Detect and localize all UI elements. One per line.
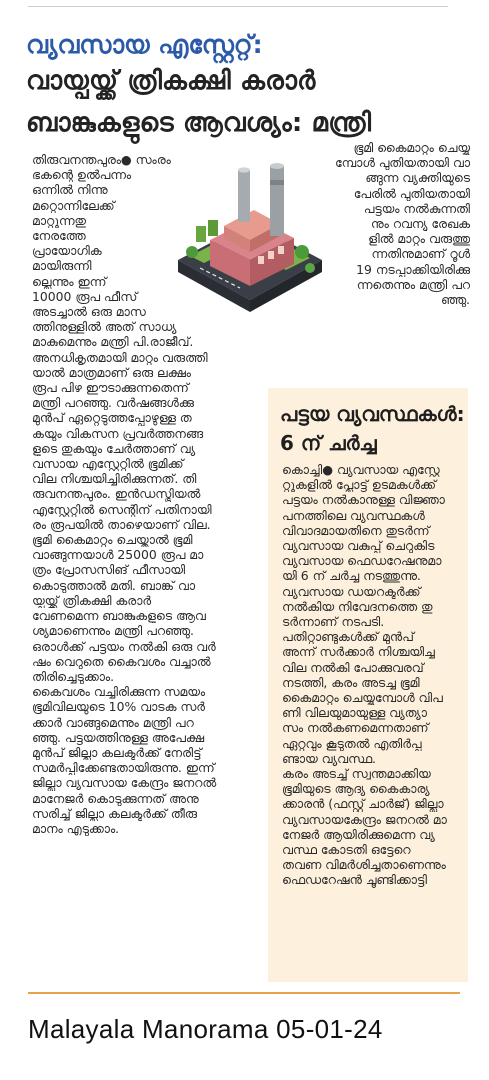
article-line: ഞ്ഞു. — [441, 292, 470, 308]
article-line: പട്ടയം നൽകുന്നതി — [363, 200, 470, 216]
article-line: സമർപ്പിക്കേണ്ടതായിരുന്നു. ഇന്ന് — [32, 760, 215, 776]
article-line: ശ്യമാണെന്നും മന്ത്രി പറഞ്ഞു. — [32, 623, 194, 639]
box-body-line: വ്യവസായ ഫെഡറേഷനുമാ — [282, 553, 442, 569]
article-line: കൊടുത്താൽ മതി. ബാങ്ക് വാ — [32, 577, 196, 593]
article-line: ഭൂമി കൈമാറ്റം ചെയ്താൽ ഭൂമി — [32, 532, 193, 548]
article-line: ഭൂമി കൈമാറ്റം ചെയ്യു — [353, 140, 470, 155]
box-body-line: ഏറ്റവും കൂടുതൽ എതിർപ്പു — [282, 735, 422, 751]
article-line: ഭകന്റെ ഉൽപന്നം — [32, 167, 132, 183]
box-body-line: തവണ വിമർശിച്ചതാണെന്നും — [282, 857, 446, 873]
article-line: അടച്ചാൽ ഒരു മാസ — [32, 304, 146, 320]
box-body-line: യി 6 ന് ചർച്ച നടത്തുന്നു. — [282, 568, 421, 584]
article-line: ഞ്ഞു. പട്ടയത്തിനുള്ള അപേക്ഷ — [32, 729, 204, 745]
box-body-line: നടത്തി, കരം അടച്ച ഭൂമി — [282, 674, 420, 690]
article-line: പ്രായോഗിക — [32, 243, 102, 259]
box-body-line: ണി വിലയുമായുള്ള വ്യത്യാ — [282, 705, 427, 721]
box-body-line: കരം അടച്ച് സ്വന്തമാക്കിയ — [282, 766, 431, 782]
article-line: സരിച്ച് ജില്ലാ കലക്ടർക്ക് തീരു — [32, 805, 197, 821]
box-body-line: പതിറ്റാണ്ടുകൾക്ക് മുൻപ് — [282, 629, 414, 645]
box-body-line: വില നൽകി പോക്കുവരവ് — [282, 659, 424, 675]
article-line: ക്കാർ വാങ്ങുമെന്നും മന്ത്രി പറ — [32, 714, 194, 730]
article-line: ഒന്നിൽ നിന്നു — [32, 182, 108, 198]
box-body-line: റ്റുകളിൽ പ്ലോട്ട് ഉടമകൾക്ക് — [282, 477, 436, 493]
box-body-line: അന്ന് സർക്കാർ നിശ്ചയിച്ച — [282, 644, 435, 660]
article-line: രം രൂപയിൽ താഴെയാണ് വില. — [32, 516, 211, 532]
article-line: വില നിശ്ചയിച്ചിരിക്കുന്നത്. തി — [32, 471, 197, 487]
headline-line-2: ബാങ്കുകളുടെ ആവശ്യം: മന്ത്രി — [26, 108, 372, 138]
bottom-rule — [28, 992, 460, 994]
article-line: ത്തിനുള്ളിൽ അത് സാധ്യ — [32, 319, 177, 335]
article-line: ങ്ങുന്ന വ്യക്തിയുടെ — [365, 170, 470, 186]
article-line: ല്ലെന്നും ഇന്ന് — [32, 273, 107, 289]
article-line: യ്പയ്ക്ക് ത്രികക്ഷി കരാർ — [32, 592, 152, 608]
article-line: രുവനന്തപുരം. ഇൻഡസ്ട്രിയൽ — [32, 486, 201, 502]
box-body-line: ക്കാരൻ (ഫസ്റ്റ് ചാർജ്) ജില്ലാ — [282, 796, 444, 812]
article-line: മാകുമെന്നും മന്ത്രി പി.രാജീവ്. — [32, 334, 194, 350]
article-line: കയും വികസന പ്രവർത്തനങ്ങ — [32, 425, 204, 441]
box-body-line: കൈമാറ്റം ചെയ്യുമ്പോൾ വിപ — [282, 690, 443, 706]
article-line: രൂപ പിഴ ഈടാക്കുന്നതെന്ന് — [32, 380, 189, 396]
box-body-line: നേജർ ആയിരിക്കുമെന്ന വ്യ — [282, 826, 435, 842]
article-line: അനധികൃതമായി മാറ്റം വരുത്തി — [32, 349, 208, 365]
box-body-line: വിവാദമായതിനെ തുടർന്ന് — [282, 522, 430, 538]
box-body-line: വ്യവസായ ഡയറക്ടർക്ക് — [282, 583, 421, 599]
article-line: 19 നടപ്പാക്കിയിരിക്കു — [356, 261, 470, 277]
article-line: മാനം എടുക്കാം. — [32, 820, 120, 836]
industrial-estate-illustration — [170, 140, 330, 326]
article-line: ത്രം പ്രോസസിങ് ഫീസായി — [32, 562, 186, 578]
article-line: തിരുവനന്തപുരം● സംരം — [32, 152, 171, 167]
article-line: പേരിൽ പുതിയതായി — [353, 185, 470, 201]
article-line: ഷം വെറുതെ കൈവശം വച്ചാൽ — [32, 653, 211, 669]
box-body-line: പട്ടയം നൽകാനുള്ള വിജ്ഞാ — [282, 492, 445, 508]
article-line: മന്ത്രി പറഞ്ഞു. വർഷങ്ങൾക്കു — [32, 395, 194, 411]
box-title-line-1: പട്ടയ വ്യവസ്ഥകൾ: — [280, 402, 465, 426]
box-title-line-2: 6 ന് ചർച്ച — [280, 431, 377, 455]
box-body-line: വസ്ഥ കോടതി ഒട്ടേറെ — [282, 842, 411, 858]
article-line: ളുടെ തുകയും ചേർത്താണ് വ്യ — [32, 440, 196, 456]
box-body-line: നൽകിയ നിവേദനത്തെ തു — [282, 598, 433, 614]
article-line: ഭൂമിവിലയുടെ 10% വാടക സർ — [32, 699, 205, 715]
box-body-line: ണ്ടായ വ്യവസ്ഥ. — [282, 750, 376, 766]
article-line: മുൻപ് ജില്ലാ കലക്ടർക്ക് നേരിട്ട് — [32, 744, 202, 760]
article-line: മാനേജർ കൊടുക്കുന്നത് അനു — [32, 790, 199, 806]
article-line: മുൻപ് ഏറ്റെടുത്തപ്പോഴുള്ള ത — [32, 410, 192, 426]
box-body-line: ഫെഡറേഷൻ ചൂണ്ടിക്കാട്ടി — [282, 872, 427, 888]
article-line: കൈവശം വച്ചിരിക്കുന്ന സമയം — [32, 684, 206, 700]
box-body-line: പനത്തിലെ വ്യവസ്ഥകൾ — [282, 507, 425, 523]
article-line: ജില്ലാ വ്യവസായ കേന്ദ്രം ജനറൽ — [32, 775, 217, 791]
headline-line-1: വായ്പയ്ക്ക് ത്രികക്ഷി കരാർ — [26, 66, 316, 96]
box-body — [282, 462, 464, 888]
box-body-line: ടർന്നാണ് നടപടി. — [282, 614, 385, 630]
article-line: മ്പോൾ പുതിയതായി വാ — [334, 155, 470, 171]
article-line: മായിരുന്നി — [32, 258, 92, 274]
article-line: വസായ എസ്റ്റേറ്റിൽ ഭൂമിക്ക് — [32, 456, 184, 472]
article-line: വാങ്ങുന്നയാൾ 25000 രൂപ മാ — [32, 547, 204, 563]
box-body-line: സം നൽകണമെന്നതാണ് — [282, 720, 429, 736]
article-line: മറ്റൊന്നിലേക്ക് — [32, 197, 115, 213]
article-line: ളിൽ മാറ്റം വരുത്തു — [368, 231, 470, 247]
article-line: എസ്റ്റേറ്റിൽ സെന്റിന് പതിനായി — [32, 501, 212, 517]
article-line: നേരത്തേ — [32, 228, 86, 244]
box-title — [280, 400, 465, 458]
article-line: ഒരാൾക്ക് പട്ടയം നൽകി ഒരു വർ — [32, 638, 216, 654]
article-line: യാൽ മാത്രമാണ് ഒരു ലക്ഷം — [32, 364, 191, 380]
kicker: വ്യവസായ എസ്റ്റേറ്റ്: — [26, 30, 263, 59]
box-body-line: വ്യവസായകേന്ദ്രം ജനറൽ മാ — [282, 811, 447, 827]
article-line: 10000 രൂപ ഫീസ് — [32, 288, 138, 304]
article-line: നും റവന്യു രേഖക — [370, 216, 470, 232]
article-line: ന്നതെന്നും മന്ത്രി പറ — [356, 276, 470, 292]
article-line: തിരിച്ചെടുക്കാം. — [32, 668, 115, 684]
top-rule — [28, 6, 448, 7]
article-line: മാറ്റുന്നതു — [32, 212, 86, 228]
box-body-line: വ്യവസായ വകുപ്പ് ചെറുകിട — [282, 538, 435, 554]
article-line: ന്നതിനുമാണ് റൂൾ — [371, 246, 470, 262]
article-line: വേണമെന്ന ബാങ്കുകളുടെ ആവ — [32, 608, 206, 624]
source-caption: Malayala Manorama 05-01-24 — [28, 1014, 383, 1044]
box-body-line: ഭൂമിയുടെ ആദ്യ കൈകാര്യ — [282, 781, 430, 797]
box-body-line: കൊച്ചി● വ്യവസായ എസ്റ്റേ — [282, 462, 440, 477]
